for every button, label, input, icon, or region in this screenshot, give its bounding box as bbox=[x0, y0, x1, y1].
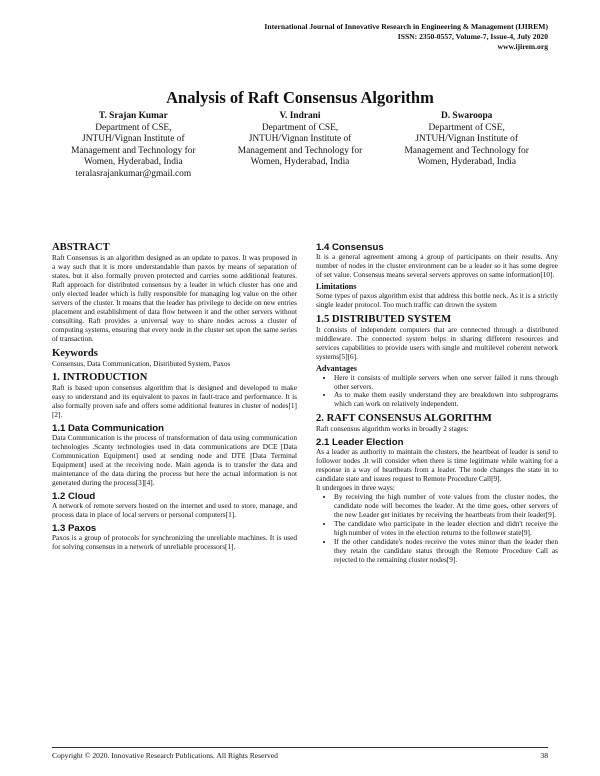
distributed-system-heading: 1.5 DISTRIBUTED SYSTEM bbox=[316, 313, 452, 325]
consensus-text: It is a general agreement among a group of participants on their results. Any number of nodes in the cluster environment can be a leader so it has some degree of set value. Consensus means several servers approves on same information[10]. bbox=[316, 252, 558, 279]
journal-header bbox=[264, 22, 548, 52]
raft-text: Raft consensus algorithm works in broadly 2 stages: bbox=[316, 424, 469, 434]
cloud-heading: 1.2 Cloud bbox=[52, 491, 96, 503]
paper-title: Analysis of Raft Consensus Algorithm bbox=[166, 88, 434, 107]
leader-election-text: As a leader as authority to maintain the clusters, the heartbeat of leader is send to follower nodes .It will consider when there is time legitimate while waiting for a response in a way of heartbeats from a leader. The node changes the state in to candidate state and issues request to Remote Procedure Call[9]. bbox=[316, 447, 558, 484]
raft-heading: 2. RAFT CONSENSUS ALGORITHM bbox=[316, 413, 492, 425]
data-communication-text: Data Communication is the process of transformation of data using communication technologies .Scanty technologies used in data communications are DCE [Data Communication Equipment] used at sending node and DTE [Data Terminal Equipment] used at the receiving node. Main agenda is to transfer the data and maintenance of the data during the process but here the actual information is not generated during the process[3][4]. bbox=[52, 433, 297, 488]
author-name: V. Indrani bbox=[279, 111, 321, 121]
author-dept: Department of CSE, bbox=[261, 122, 339, 133]
author-inst-2: Management and Technology for bbox=[404, 145, 529, 156]
page-footer bbox=[52, 751, 548, 760]
author-inst-2: Management and Technology for bbox=[71, 145, 196, 156]
advantages-list bbox=[316, 374, 558, 410]
paxos-text: Paxos is a group of protocols for synchronizing the unreliable machines. It is used for solving consensus in a network of unreliable processors[1]. bbox=[52, 532, 297, 551]
advantages-heading: Advantages bbox=[316, 363, 357, 373]
author-email: teralasrajankumar@gmail.com bbox=[75, 168, 192, 179]
author-name: D. Swaroopa bbox=[440, 111, 493, 121]
leader-election-list bbox=[316, 493, 558, 565]
list-item: • By receiving the high number of vote values from the cluster nodes, the candidate node will becomes the leader. At the time goes, other servers of the new Leader get initiates by receiving the heartbeats from their leader[9]. bbox=[334, 493, 558, 520]
abstract-text: Raft Consensus is an algorithm designed as an update to paxos. It was proposed in a way such that it is more understandable than paxos by means of separation of states, but it also formally proven protected and carries some additional features. Raft approach for distributed consensus by a leader in which cluster has one and only elected leader which is fully responsible for managing log value on the other servers of the cluster. It means that the leader has privilege to decide on new entries placement and establishment of data flow between it and the other servers without consulting. Raft provides a universal way to share nodes across a cluster of computing systems, ensuring that every node in the cluster set upon the same series of transaction. bbox=[52, 253, 297, 343]
list-item: • As to make them easily understand they are breakdown into subprograms which can work on relatively independent. bbox=[334, 391, 558, 409]
author-location: Women, Hyderabad, India bbox=[250, 157, 350, 168]
leader-election-intro: It undergoes in three ways: bbox=[316, 483, 395, 493]
author-name: T. Srajan Kumar bbox=[98, 111, 168, 121]
distributed-system-text: It consists of independent computers that are connected through a distributed middleware. The connected system helps in sharing different resources and services capabilities to provide users with single and multilevel coherent network systems[5][6]. bbox=[316, 324, 558, 361]
author-inst: JNTUH/Vignan Institute of bbox=[248, 134, 352, 145]
limitations-text: Some types of paxos algorithm exist that address this bottle neck. As it is a strictly single leader protocol. Too much traffic can drown the system bbox=[316, 290, 558, 309]
author-1 bbox=[50, 111, 217, 181]
keywords-text: Consensus, Data Communication, Distributed System, Paxos bbox=[52, 358, 231, 368]
footer-divider bbox=[52, 747, 548, 748]
introduction-heading: 1. INTRODUCTION bbox=[52, 372, 148, 384]
author-dept: Department of CSE, bbox=[95, 122, 172, 133]
list-item: • If the other candidate's nodes receive the votes minor than the leader then they retain the candidate status through the Remote Procedure Call as rejected to the remaining cluster nodes[9]. bbox=[334, 538, 558, 565]
author-location: Women, Hyderabad, India bbox=[417, 157, 517, 168]
author-3 bbox=[383, 111, 550, 181]
author-location: Women, Hyderabad, India bbox=[83, 157, 183, 168]
paxos-heading: 1.3 Paxos bbox=[52, 522, 97, 534]
consensus-heading: 1.4 Consensus bbox=[316, 242, 384, 253]
leader-election-heading: 2.1 Leader Election bbox=[316, 437, 404, 449]
page-number: 38 bbox=[540, 751, 548, 760]
journal-url: www.ijirem.org bbox=[497, 42, 548, 51]
keywords-heading: Keywords bbox=[52, 347, 98, 359]
author-list bbox=[50, 111, 550, 181]
list-item: • Here it consists of multiple servers when one server failed it runs through other servers. bbox=[334, 374, 558, 392]
right-column bbox=[316, 238, 558, 565]
left-column bbox=[52, 238, 297, 552]
introduction-text: Raft is based upon consensus algorithm that is designed and developed to make easy to understand and its equivalent to paxos in fault-trace and performance. It is also formally proven safe and offers some additional features in cluster of nodes[1][2]. bbox=[52, 383, 297, 420]
copyright-text: Copyright © 2020. Innovative Research Publications. All Rights Reserved bbox=[52, 751, 278, 760]
list-item: • The candidate who participate in the leader election and didn't receive the high number of votes in the election returns to the follower state[9]. bbox=[334, 520, 558, 538]
data-communication-heading: 1.1 Data Communication bbox=[52, 423, 164, 435]
journal-issn: ISSN: 2350-0557, Volume-7, Issue-4, July 2020 bbox=[397, 32, 548, 41]
author-2 bbox=[217, 111, 384, 181]
abstract-heading: ABSTRACT bbox=[52, 242, 110, 253]
limitations-heading: Limitations bbox=[316, 281, 357, 291]
author-inst: JNTUH/Vignan Institute of bbox=[82, 134, 185, 145]
author-dept: Department of CSE, bbox=[428, 122, 505, 133]
author-inst: JNTUH/Vignan Institute of bbox=[415, 134, 518, 145]
author-inst-2: Management and Technology for bbox=[237, 145, 363, 156]
journal-name: International Journal of Innovative Research in Engineering & Management (IJIREM) bbox=[264, 22, 548, 31]
cloud-text: A network of remote servers hosted on the internet and used to store, manage, and process data in place of local servers or personal computers[1]. bbox=[52, 501, 297, 519]
